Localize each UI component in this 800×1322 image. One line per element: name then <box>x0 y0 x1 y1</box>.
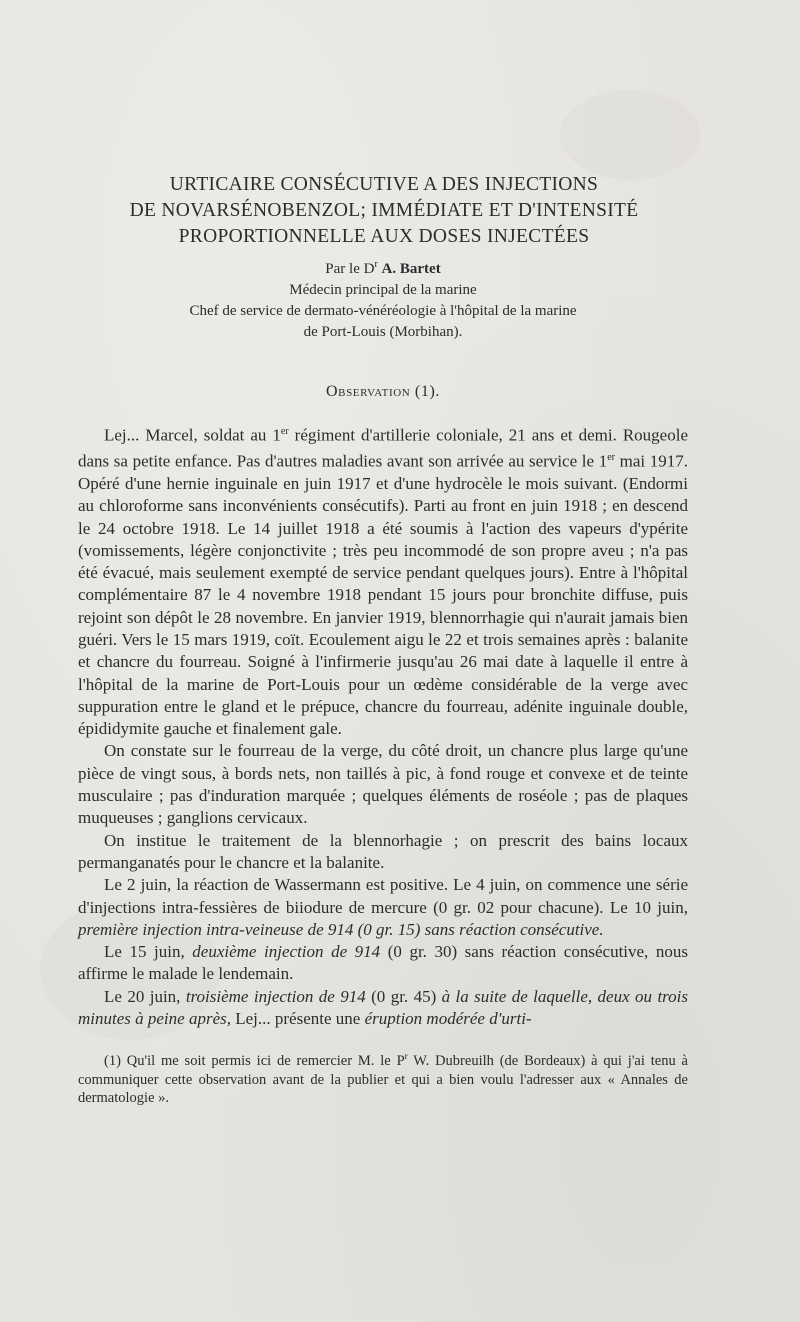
affiliation-line: Chef de service de dermato-vénéréologie à l'hôpital de la marine <box>189 303 577 319</box>
italic-text: première injection intra-veineuse de 914 (0 gr. 15) sans réaction consécutive. <box>78 919 604 939</box>
text-segment: Le 20 juin, <box>104 986 186 1006</box>
paragraph <box>78 941 688 986</box>
italic-text: éruption modérée d'urti- <box>364 1009 532 1029</box>
byline-prefix: Par le D <box>325 261 375 277</box>
footnote-sup: r <box>404 1051 408 1062</box>
text-segment: Lej... Marcel, soldat au 1 <box>104 425 281 445</box>
author-affiliation <box>78 280 688 343</box>
author-name: A. Bartet <box>381 261 441 277</box>
section-heading <box>78 383 688 401</box>
title-line: URTICAIRE CONSÉCUTIVE A DES INJECTIONS <box>169 174 599 195</box>
text-segment: Le 15 juin, <box>104 942 193 962</box>
footnote-marker: (1). <box>414 383 440 400</box>
italic-text: deuxième injection de 914 <box>192 942 381 962</box>
text-segment: On constate sur le fourreau de la verge, du côté droit, un chancre plus large qu'une pièce de vingt sous, à bords nets, non taillés à pic, à fond rouge et convexe et de teinte musculaire ; pas d'induration marquée ; quelques éléments de roséole ; pas de plaques muqueuses ; ganglions cervicaux. <box>78 741 688 828</box>
paragraph <box>78 830 688 875</box>
text-segment: Le 2 juin, la réaction de Wassermann est positive. Le 4 juin, on commence une série d'injections intra-fessières de biiodure de mercure (0 gr. 02 pour chacune). Le 10 juin, <box>78 875 688 917</box>
text-segment: (0 gr. 30) sans réaction consécutive, nous affirme le malade le lendemain. <box>78 942 688 984</box>
observation-body <box>78 421 688 1030</box>
paragraph <box>78 986 688 1031</box>
paragraph <box>78 421 688 740</box>
text-segment: On institue le traitement de la blennorhagie ; on prescrit des bains locaux permanganatés pour le chancre et la balanite. <box>78 830 688 872</box>
superscript: er <box>607 451 615 463</box>
byline-sup: r <box>374 259 378 270</box>
text-segment: (0 gr. 45) <box>365 986 442 1006</box>
section-heading-text: Observation <box>326 383 411 400</box>
footnote-text-after: W. Dubreuilh (de Bordeaux) à qui j'ai tenu à communiquer cette observation avant de la publier et qui a bien voulu l'adresser aux « Annales de dermatologie ». <box>78 1053 688 1107</box>
author-byline <box>78 254 688 280</box>
title-line: DE NOVARSÉNOBENZOL; IMMÉDIATE ET D'INTENSITÉ <box>129 200 639 221</box>
superscript: er <box>280 426 289 437</box>
italic-text: à la suite de laquelle, deux ou trois minutes à peine après, <box>78 986 689 1029</box>
text-segment: régiment d'artillerie coloniale, 21 ans et demi. Rougeole dans sa petite enfance. Pas d'autres maladies avant son arrivée au service le 1 <box>78 425 688 471</box>
footnote <box>78 1047 688 1107</box>
paragraph <box>78 740 688 829</box>
affiliation-line: de Port-Louis (Morbihan). <box>303 324 463 340</box>
text-segment: Lej... présente une <box>230 1009 365 1029</box>
affiliation-line: Médecin principal de la marine <box>289 282 477 298</box>
title-line: PROPORTIONNELLE AUX DOSES INJECTÉES <box>178 226 590 247</box>
article-title <box>78 172 688 250</box>
paper-stain <box>560 90 700 180</box>
paragraph <box>78 874 688 941</box>
italic-text: troisième injection de 914 <box>185 986 366 1006</box>
text-segment: mai 1917. Opéré d'une hernie inguinale en juin 1917 et d'une hydrocèle le mois suivant. (Endormi au chloroforme sans inconvénients consécutifs). Parti au front en juin 1918 ; en descend le 24 octobre 1918. Le 14 juillet 1918 a été soumis à l'action des vapeurs d'ypérite (vomissements, légère conjonctivite ; très peu incommodé de son propre aveu ; n'a pas été évacué, mais seulement exempté de service pendant quelques jours). Entre à l'hôpital complémentaire 87 le 4 novembre 1918 pendant 15 jours pour bronchite diffuse, puis rejoint son dépôt le 28 novembre. En janvier 1919, blennorrhagie qui n'aurait jamais bien guéri. Vers le 15 mars 1919, coït. Ecoulement aigu le 22 et trois semaines après : balanite et chancre du fourreau. Soigné à l'infirmerie jusqu'au 26 mai date à laquelle il entre à l'hôpital de la marine de Port-Louis pour un œdème considérable de la verge avec suppuration entre le gland et le prépuce, chancre du fourreau, adénite inguinale double, épididymite gauche et finalement gale. <box>78 451 688 739</box>
footnote-text: (1) Qu'il me soit permis ici de remercier M. le P <box>104 1053 405 1070</box>
